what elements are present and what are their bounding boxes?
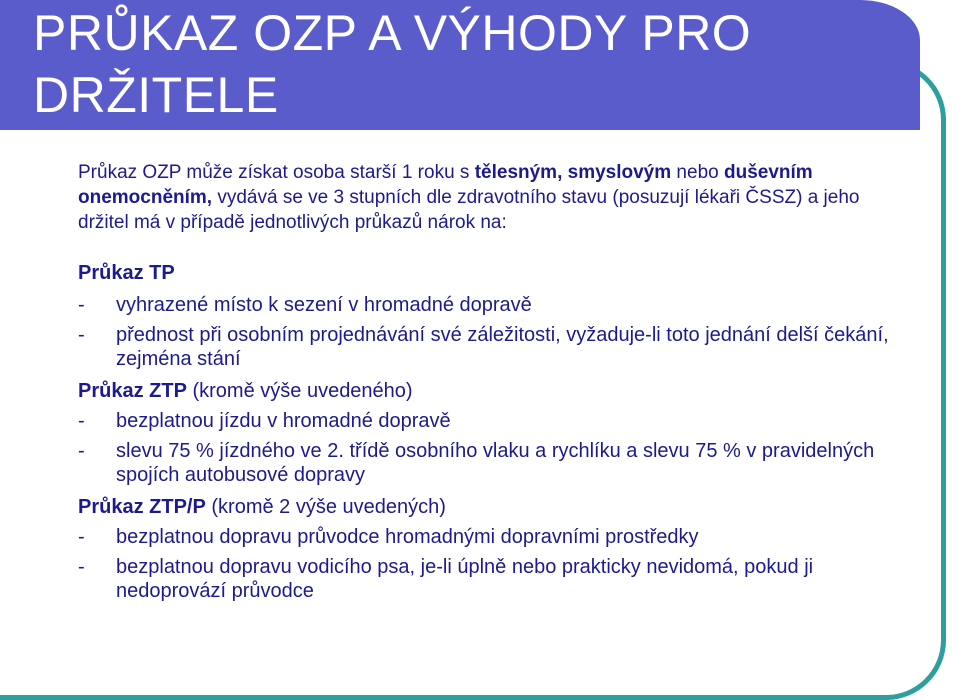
section-heading — [78, 379, 908, 403]
section-ztpp — [78, 495, 908, 603]
list-item-text: bezplatnou dopravu vodicího psa, je-li úplně nebo prakticky nevidomá, pokud ji nedoprovází průvodce — [116, 556, 814, 602]
dash-bullet: - — [78, 294, 85, 316]
list-item — [78, 439, 908, 487]
list-item-text: bezplatnou dopravu průvodce hromadnými dopravními prostředky — [116, 526, 699, 548]
section-title: Průkaz TP — [78, 262, 175, 284]
list-item — [78, 323, 908, 371]
section-tp — [78, 261, 908, 371]
section-title: Průkaz ZTP/P — [78, 496, 206, 518]
intro-text-3: vydává se ve 3 stupních dle zdravotního stavu (posuzují lékaři ČSSZ) a jeho držitel má v případě jednotlivých průkazů nárok na: — [78, 187, 860, 233]
dash-bullet: - — [78, 410, 85, 432]
list-item — [78, 293, 908, 317]
dash-bullet: - — [78, 556, 85, 578]
dash-bullet: - — [78, 440, 85, 462]
section-note: (kromě 2 výše uvedených) — [205, 496, 446, 518]
intro-paragraph — [78, 160, 908, 235]
list-item-text: vyhrazené místo k sezení v hromadné dopravě — [116, 294, 532, 316]
dash-bullet: - — [78, 526, 85, 548]
section-heading — [78, 261, 908, 285]
intro-text-1: Průkaz OZP může získat osoba starší 1 roku s — [78, 162, 475, 183]
section-note: (kromě výše uvedeného) — [186, 380, 413, 402]
slide-content — [78, 160, 908, 603]
list-item — [78, 555, 908, 603]
list-item — [78, 409, 908, 433]
list-item-text: slevu 75 % jízdného ve 2. třídě osobního vlaku a rychlíku a slevu 75 % v pravidelných spojích autobusové dopravy — [116, 440, 875, 486]
intro-bold-1: tělesným, smyslovým — [474, 162, 672, 183]
slide-title: PRŮKAZ OZP A VÝHODY PRO DRŽITELE — [33, 5, 752, 123]
section-ztp — [78, 379, 908, 487]
section-heading — [78, 495, 908, 519]
list-item-text: přednost při osobním projednávání své záležitosti, vyžaduje-li toto jednání delší čekání, zejména stání — [116, 324, 889, 370]
section-title: Průkaz ZTP — [78, 380, 187, 402]
dash-bullet: - — [78, 324, 85, 346]
intro-bold-2: duševním onemocněním, — [78, 162, 813, 208]
list-item — [78, 525, 908, 549]
intro-text-2: nebo — [671, 162, 724, 183]
list-item-text: bezplatnou jízdu v hromadné dopravě — [116, 410, 451, 432]
